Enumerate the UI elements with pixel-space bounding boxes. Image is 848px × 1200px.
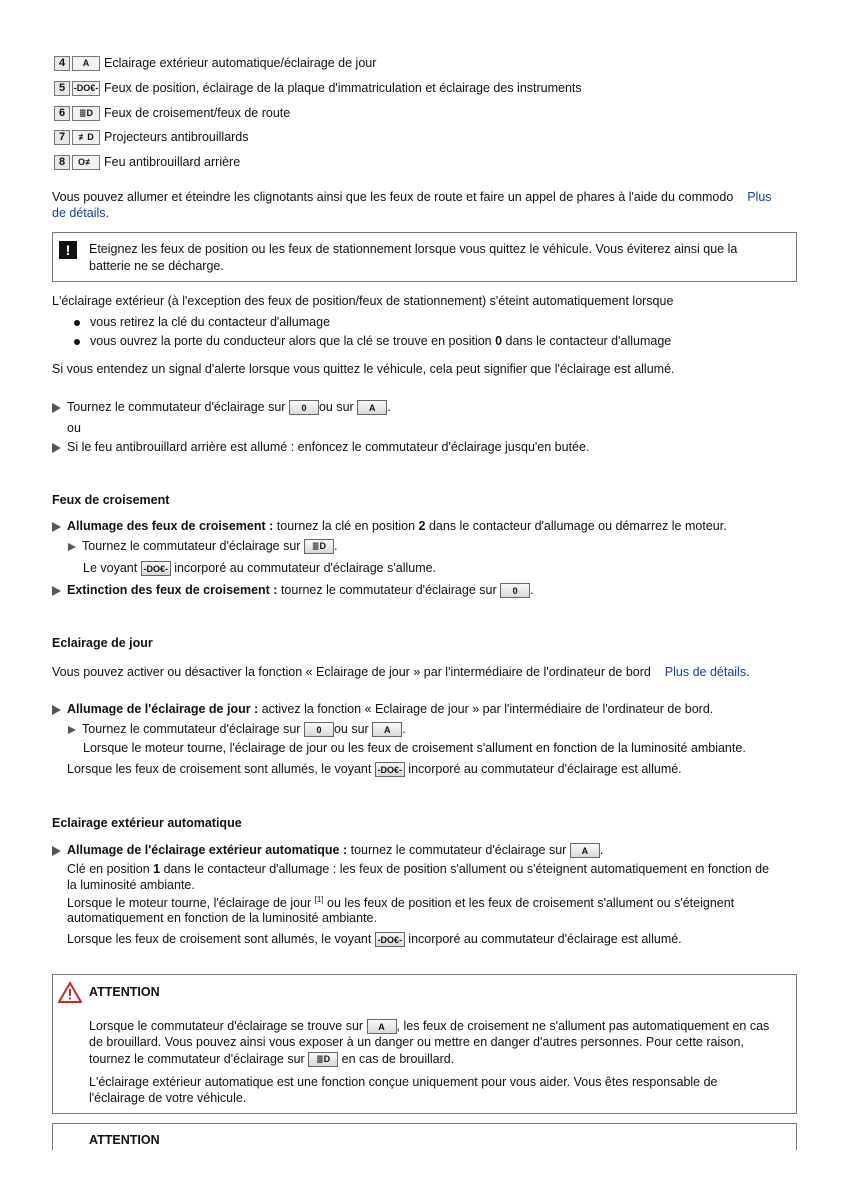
side-lights-icon: -DO€- [72, 81, 100, 96]
more-details-link[interactable]: Plus [747, 190, 772, 204]
exclamation-icon: ! [59, 241, 77, 259]
side-lights-indicator-icon: -DO€- [375, 932, 405, 947]
step-text: Clé en position [67, 862, 154, 876]
attention-text: L'éclairage extérieur automatique est une fonction conçue uniquement pour vous aider. Vous êtes responsable de [89, 1075, 718, 1089]
step-text: dans le contacteur d'allumage : les feux de position s'allument ou s'éteignent automatiquement en fonction de [160, 862, 770, 876]
dipped-beam-icon: ≣D [72, 106, 100, 121]
switch-zero-icon: 0 [289, 400, 319, 415]
side-lights-indicator-icon: -DO€- [375, 762, 405, 777]
daylight-intro: Vous pouvez activer ou désactiver la fonction « Eclairage de jour » par l'intermédiaire de l'ordinateur de bord Plus de détails. [52, 665, 750, 679]
legend-label: Projecteurs antibrouillards [104, 130, 249, 144]
footnote-ref[interactable]: [1] [314, 895, 324, 904]
step-auto-on: Allumage de l'éclairage extérieur automatique : tournez le commutateur d'éclairage sur A . [52, 843, 603, 858]
indicator-note [67, 932, 682, 947]
auto-note [67, 862, 769, 876]
bullet-text: vous ouvrez la porte du conducteur alors que la clé se trouve en position [90, 334, 496, 348]
switch-zero-icon: 0 [500, 583, 530, 598]
substep-arrow-icon [68, 543, 76, 551]
section-heading: Eclairage extérieur automatique [52, 816, 242, 830]
auto-note: automatiquement en fonction de la luminosité ambiante. [67, 911, 377, 925]
switch-zero-icon: 0 [304, 722, 334, 737]
bullet-icon [74, 339, 80, 345]
step-text: ou sur [318, 400, 354, 414]
step-text: tournez la clé en position [273, 519, 419, 533]
step-arrow-icon [52, 443, 61, 453]
legend-row-4 [54, 54, 376, 72]
step-text: Lorsque les feux de croisement sont allumés, le voyant [67, 932, 372, 946]
legend-row-6 [54, 104, 290, 122]
step-text: Si le feu antibrouillard arrière est allumé : enfoncez le commutateur d'éclairage jusqu'en butée. [67, 440, 590, 454]
rear-fog-icon: O≢ [72, 155, 100, 170]
engine-note: Lorsque le moteur tourne, l'éclairage de jour ou les feux de croisement s'allument en fonction de la luminosité ambiante. [83, 741, 746, 755]
alert-text: Si vous entendez un signal d'alerte lorsque vous quittez le véhicule, cela peut signifier que l'éclairage est allumé. [52, 362, 675, 376]
auto-note [67, 895, 734, 910]
auto-note: la luminosité ambiante. [67, 878, 195, 892]
attention-text: de brouillard. Vous pouvez ainsi vous exposer à un danger ou mettre en danger d'autres personnes. Pour cette raison, [89, 1035, 744, 1049]
or-text: ou [67, 421, 81, 435]
step-text: ou sur [333, 722, 369, 736]
step-arrow-icon [52, 403, 61, 413]
bullet-text: vous retirez la clé du contacteur d'allumage [90, 315, 331, 329]
substep-turn: Tournez le commutateur d'éclairage sur ≣D . [68, 539, 337, 554]
step-label: Allumage des feux de croisement : [67, 519, 274, 533]
step-label: Allumage de l'éclairage extérieur automatique : [67, 843, 348, 857]
bullet-text: dans le contacteur d'allumage [502, 334, 672, 348]
legend-number: 5 [54, 81, 70, 96]
auto-off-intro: L'éclairage extérieur (à l'exception des feux de position/feux de stationnement) s'éteint automatiquement lorsque [52, 294, 674, 308]
step-text: Lorsque les feux de croisement sont allumés, le voyant [67, 762, 372, 776]
indicator-note [83, 561, 436, 576]
attention-text [89, 1019, 769, 1034]
step-label: Allumage de l'éclairage de jour : [67, 702, 259, 716]
switch-dipped-icon: ≣D [304, 539, 334, 554]
section-heading: Eclairage de jour [52, 636, 153, 650]
attention-text: l'éclairage de votre véhicule. [89, 1091, 247, 1105]
step-fog [52, 440, 589, 454]
step-turn [52, 400, 391, 415]
bullet-icon [74, 320, 80, 326]
step-text: en cas de brouillard. [341, 1052, 455, 1066]
step-arrow-icon [52, 846, 61, 856]
attention-text [89, 1052, 454, 1067]
notice-box [52, 232, 797, 282]
switch-auto-icon: A [570, 843, 600, 858]
legend-label: Eclairage extérieur automatique/éclairage de jour [104, 56, 377, 70]
attention-title: ATTENTION [89, 1133, 160, 1147]
legend-number: 8 [54, 155, 70, 170]
step-text: Tournez le commutateur d'éclairage sur [82, 539, 301, 553]
key-position: 1 [153, 862, 161, 876]
step-text: tournez le commutateur d'éclairage sur [347, 843, 567, 857]
key-position: 0 [495, 334, 503, 348]
attention-box [52, 974, 797, 1114]
legend-label: Feux de croisement/feux de route [104, 106, 291, 120]
step-text: tournez le commutateur d'éclairage sur [89, 1052, 305, 1066]
step-text: activez la fonction « Eclairage de jour » par l'intermédiaire de l'ordinateur de bord. [258, 702, 714, 716]
attention-title: ATTENTION [89, 985, 160, 999]
fog-lamp-icon: ≢D [72, 130, 100, 145]
step-text: tournez le commutateur d'éclairage sur [277, 583, 497, 597]
auto-light-icon: A [72, 56, 100, 71]
more-details-link-cont[interactable]: de détails [52, 206, 106, 220]
switch-dipped-icon: ≣D [308, 1052, 338, 1067]
warning-triangle-icon [58, 981, 82, 1003]
key-position: 2 [418, 519, 426, 533]
step-text: Tournez le commutateur d'éclairage sur [82, 722, 301, 736]
step-text: Tournez le commutateur d'éclairage sur [67, 400, 286, 414]
side-lights-indicator-icon: -DO€- [141, 561, 171, 576]
step-text: Vous pouvez activer ou désactiver la fonction « Eclairage de jour » par l'intermédiaire de l'ordinateur de bord [52, 665, 651, 679]
intro-line: Vous pouvez allumer et éteindre les clignotants ainsi que les feux de route et faire un appel de phares à l'aide du commodo [52, 190, 734, 204]
step-arrow-icon [52, 705, 61, 715]
step-text: Lorsque le moteur tourne, l'éclairage de jour [67, 896, 315, 911]
indicator-note [67, 762, 682, 777]
legend-row-5 [54, 79, 582, 97]
switch-auto-icon: A [372, 722, 402, 737]
section-heading: Feux de croisement [52, 493, 170, 507]
legend-label: Feux de position, éclairage de la plaque d'immatriculation et éclairage des instruments [104, 81, 582, 95]
legend-row-7 [54, 128, 249, 146]
period: . [105, 206, 109, 220]
switch-auto-icon: A [357, 400, 387, 415]
step-daylight-on [52, 702, 713, 716]
period: . [387, 400, 391, 414]
intro-text [52, 190, 772, 204]
substep-arrow-icon [68, 726, 76, 734]
attention-box-2 [52, 1123, 797, 1150]
substep-turn: Tournez le commutateur d'éclairage sur 0 ou sur A . [68, 722, 406, 737]
step-label: Extinction des feux de croisement : [67, 583, 278, 597]
notice-line: batterie ne se décharge. [89, 259, 224, 273]
step-text: Le voyant [83, 561, 138, 575]
step-text: incorporé au commutateur d'éclairage est allumé. [408, 762, 682, 776]
step-text: ou les feux de position et les feux de croisement s'allument ou s'éteignent [323, 896, 735, 911]
step-text: incorporé au commutateur d'éclairage est allumé. [408, 932, 682, 946]
step-arrow-icon [52, 522, 61, 532]
step-text: , les feux de croisement ne s'allument pas automatiquement en cas [396, 1019, 770, 1033]
legend-row-8 [54, 153, 240, 171]
legend-label: Feu antibrouillard arrière [104, 155, 241, 169]
step-text: incorporé au commutateur d'éclairage s'allume. [174, 561, 437, 575]
step-arrow-icon [52, 586, 61, 596]
legend-number: 7 [54, 130, 70, 145]
notice-line: Eteignez les feux de position ou les feux de stationnement lorsque vous quittez le véhicule. Vous éviterez ainsi que la [89, 242, 738, 256]
step-text: dans le contacteur d'allumage ou démarrez le moteur. [425, 519, 727, 533]
more-details-link[interactable]: Plus de détails [664, 665, 747, 679]
step-dipped-on [52, 519, 727, 533]
step-text: Lorsque le commutateur d'éclairage se trouve sur [89, 1019, 364, 1033]
legend-number: 4 [54, 56, 70, 71]
legend-number: 6 [54, 106, 70, 121]
bullet-item [74, 315, 330, 329]
bullet-item [74, 334, 671, 348]
switch-auto-icon: A [367, 1019, 397, 1034]
step-dipped-off: Extinction des feux de croisement : tournez le commutateur d'éclairage sur 0 . [52, 583, 534, 598]
